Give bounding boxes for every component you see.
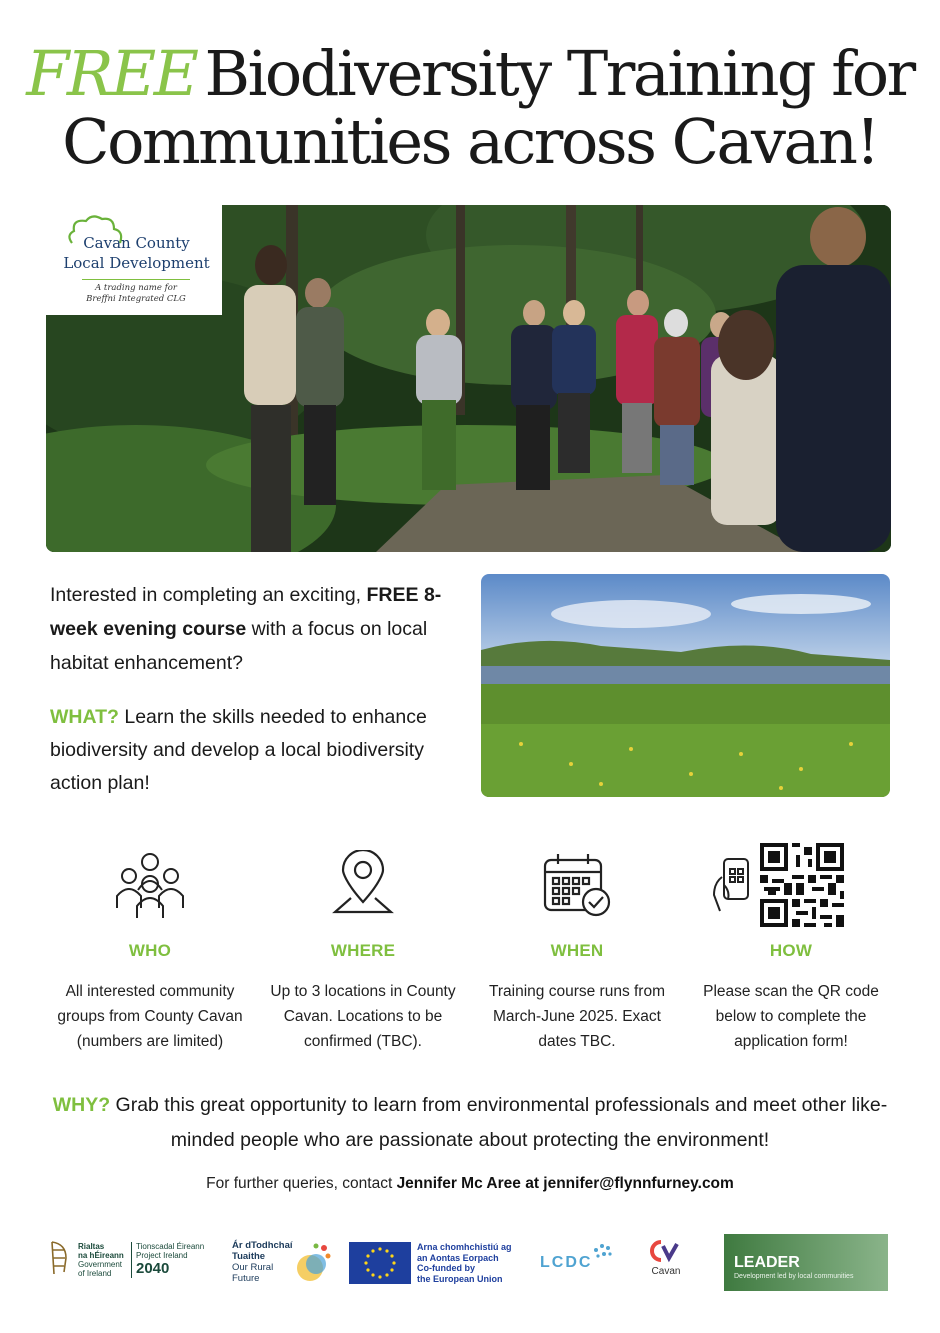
- what-text: Learn the skills needed to enhance biodiversity and develop a local biodiversity action plan!: [50, 706, 427, 794]
- rural-line-2: Tuaithe: [232, 1251, 266, 1262]
- eu-flag-icon: [349, 1242, 411, 1284]
- leader-subtext: Development led by local communities: [734, 1273, 854, 1280]
- where-heading: WHERE: [330, 941, 396, 960]
- lcdc-logo: [540, 1240, 620, 1286]
- when-heading: WHEN: [550, 941, 604, 960]
- how-column: [686, 835, 896, 1054]
- logo-name-line-2: Local Development: [63, 254, 210, 272]
- how-heading: HOW: [769, 941, 813, 960]
- where-column: [258, 835, 468, 1054]
- footer-logos: [0, 1232, 940, 1302]
- why-label: WHY?: [52, 1094, 111, 1116]
- project-line-1: Tionscadal Éireann: [136, 1242, 205, 1251]
- qr-code[interactable]: [760, 843, 844, 927]
- where-description: Up to 3 locations in County Cavan. Locations to be confirmed (TBC).: [270, 983, 456, 1050]
- cavan-council-logo: [644, 1238, 688, 1288]
- leader-logo: [724, 1234, 888, 1291]
- lcdc-dots-icon: [590, 1240, 616, 1260]
- title-line-1-rest: Biodiversity Training for: [204, 37, 914, 110]
- why-text: Grab this great opportunity to learn from environmental professionals and meet other like-minded people who are passionate about protecting the environment!: [110, 1094, 888, 1151]
- what-label: WHAT?: [50, 706, 119, 728]
- logo-divider: [82, 279, 190, 280]
- who-heading: WHO: [128, 941, 172, 960]
- contact-line: [0, 1175, 940, 1193]
- gov-line-2: na hÉireann: [78, 1251, 124, 1260]
- contact-email[interactable]: Jennifer Mc Aree at jennifer@flynnfurney.com: [396, 1175, 734, 1192]
- eu-line-1: Arna chomhchistiú ag: [417, 1242, 512, 1252]
- project-year: 2040: [136, 1260, 170, 1277]
- logo-name-line-1: Cavan County: [83, 234, 190, 252]
- rural-line-1: Ár dTodhchaí: [232, 1240, 293, 1251]
- eu-line-2: an Aontas Eorpach: [417, 1252, 499, 1263]
- who-description: All interested community groups from County Cavan (numbers are limited): [57, 983, 243, 1050]
- rural-future-emblem-icon: [292, 1240, 332, 1284]
- cavan-emblem-icon: [647, 1238, 683, 1264]
- when-column: [472, 835, 682, 1054]
- calendar-check-icon: [542, 852, 612, 918]
- title-line-2: Communities across Cavan!: [62, 105, 878, 178]
- what-paragraph: [50, 701, 470, 800]
- cavan-text: Cavan: [651, 1266, 681, 1277]
- landscape-photo-lake-meadow: [481, 574, 890, 797]
- page-title: [0, 37, 940, 178]
- harp-icon: [48, 1240, 70, 1276]
- eu-line-4: the European Union: [417, 1273, 503, 1284]
- rural-line-3: Our Rural: [232, 1262, 274, 1273]
- our-rural-future-logo: [232, 1240, 332, 1296]
- logo-tagline-line-1: A trading name for: [95, 283, 177, 293]
- intro-paragraph: [50, 578, 470, 680]
- eu-line-3: Co-funded by: [417, 1263, 475, 1273]
- who-column: [45, 835, 255, 1054]
- intro-text-2: with a focus on local habitat enhancement?: [50, 618, 428, 674]
- gov-line-4: of Ireland: [78, 1269, 112, 1278]
- map-pin-icon: [331, 850, 395, 920]
- logo-tagline-line-2: Breffni Integrated CLG: [86, 294, 186, 304]
- people-group-icon: [113, 850, 187, 920]
- leader-text: LEADER: [734, 1254, 800, 1271]
- title-line-1: [0, 37, 940, 110]
- gov-line-1: Rialtas: [78, 1242, 105, 1251]
- eu-cofunded-logo: [349, 1242, 519, 1288]
- contact-prefix: For further queries, contact: [206, 1175, 397, 1192]
- how-description: Please scan the QR code below to complete the application form!: [703, 983, 879, 1050]
- title-free: FREE: [26, 37, 197, 110]
- gov-line-3: Government: [78, 1260, 123, 1269]
- project-line-2: Project Ireland: [136, 1251, 188, 1260]
- cavan-county-local-development-logo: [46, 205, 222, 315]
- why-paragraph: [40, 1088, 900, 1158]
- lcdc-text: LCDC: [540, 1254, 593, 1271]
- intro-text-1: Interested in completing an exciting,: [50, 584, 367, 606]
- phone-scan-icon: [710, 855, 754, 915]
- intro-bold: FREE 8-week evening course: [50, 584, 442, 640]
- when-description: Training course runs from March-June 2025. Exact dates TBC.: [488, 983, 666, 1050]
- rural-line-4: Future: [232, 1273, 260, 1284]
- government-of-ireland-logo: [48, 1240, 205, 1296]
